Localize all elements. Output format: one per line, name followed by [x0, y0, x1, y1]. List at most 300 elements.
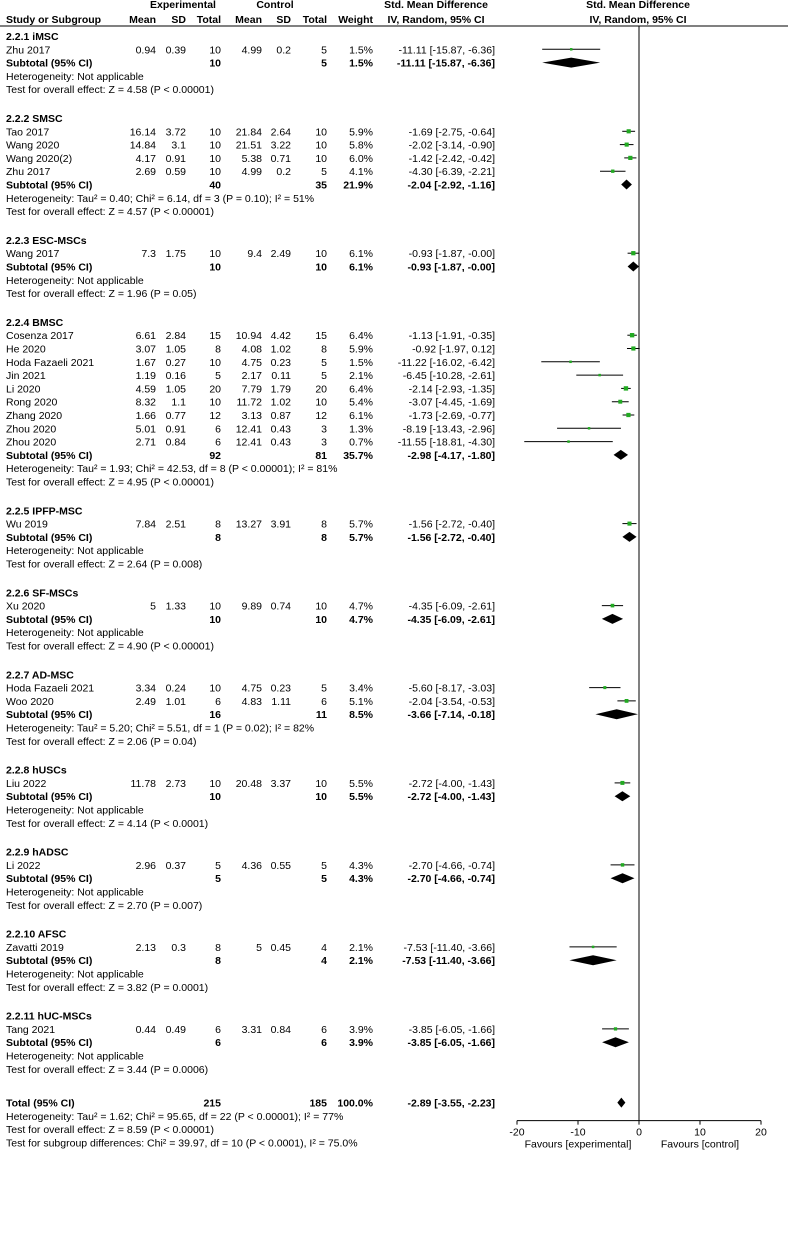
exp-mean: 8.32 [135, 396, 156, 409]
overall-effect-text: Test for overall effect: Z = 3.44 (P = 0.0006) [6, 1063, 209, 1076]
exp-sd: 0.84 [165, 436, 186, 449]
ctl-total: 20 [315, 383, 327, 396]
subtotal-ci: -2.70 [-4.66, -0.74] [407, 873, 495, 886]
exp-mean: 2.71 [135, 436, 156, 449]
exp-total: 12 [209, 410, 221, 422]
ctl-sd: 3.22 [270, 139, 291, 152]
subtotal-ctl-total: 10 [315, 261, 327, 274]
study-point [598, 374, 601, 377]
study-name: Li 2022 [6, 859, 41, 872]
forest-rows [6, 31, 640, 1150]
overall-effect-text: Test for overall effect: Z = 4.95 (P < 0.00001) [6, 476, 214, 489]
study-name: Hoda Fazaeli 2021 [6, 356, 95, 369]
overall-effect-text: Test for overall effect: Z = 4.90 (P < 0.00001) [6, 640, 214, 653]
subtotal-weight: 21.9% [343, 179, 373, 192]
ctl-total: 3 [321, 436, 327, 449]
subtotal-ci: -2.04 [-2.92, -1.16] [407, 179, 495, 192]
study-weight: 1.3% [349, 423, 373, 436]
subgroup-title: 2.2.8 hUSCs [6, 764, 67, 777]
study-weight: 5.9% [349, 126, 373, 139]
exp-sd: 2.73 [165, 777, 186, 790]
subgroup-title: 2.2.10 AFSC [6, 928, 67, 941]
ctl-total: 5 [321, 44, 327, 57]
study-name: He 2020 [6, 343, 46, 356]
ctl-mean: 9.4 [247, 248, 262, 261]
total-label: Total (95% CI) [6, 1097, 75, 1110]
ctl-mean: 9.89 [241, 600, 262, 613]
exp-sd: 3.1 [171, 139, 186, 152]
study-weight: 6.0% [349, 152, 373, 165]
subtotal-ci: -3.85 [-6.05, -1.66] [407, 1037, 495, 1050]
subtotal-label: Subtotal (95% CI) [6, 1037, 93, 1050]
study-ci: -5.60 [-8.17, -3.03] [408, 682, 495, 695]
exp-sd: 1.05 [165, 343, 186, 356]
ctl-sd: 1.11 [271, 695, 291, 708]
exp-sd: 0.24 [165, 682, 186, 695]
exp-total: 10 [209, 356, 221, 369]
study-name: Zavatti 2019 [6, 941, 64, 954]
heterogeneity-text: Heterogeneity: Not applicable [6, 274, 144, 287]
subtotal-diamond [602, 1037, 629, 1047]
subtotal-exp-total: 8 [215, 531, 221, 544]
ctl-total: 5 [321, 370, 327, 383]
study-point [621, 863, 624, 866]
study-ci: -11.11 [-15.87, -6.36] [398, 44, 495, 57]
subtotal-exp-total: 10 [209, 791, 221, 804]
ctl-sd: 0.45 [270, 941, 291, 954]
study-weight: 1.5% [349, 356, 373, 369]
study-ci: -1.73 [-2.69, -0.77] [408, 410, 495, 422]
subtotal-label: Subtotal (95% CI) [6, 709, 93, 722]
ctl-mean: 4.99 [241, 166, 262, 179]
subtotal-ci: -2.98 [-4.17, -1.80] [407, 449, 495, 462]
col-ctl-total: Total [302, 14, 327, 26]
study-ci: -11.55 [-18.81, -4.30] [397, 436, 495, 449]
study-ci: -0.93 [-1.87, -0.00] [408, 248, 495, 261]
total-weight: 100.0% [337, 1097, 373, 1110]
study-point [569, 361, 572, 364]
subgroup-title: 2.2.6 SF-MSCs [6, 587, 79, 600]
exp-total: 10 [209, 777, 221, 790]
exp-mean: 5 [150, 600, 156, 613]
ctl-sd: 0.74 [270, 600, 291, 613]
subgroup-title: 2.2.4 BMSC [6, 316, 64, 329]
ctl-total: 5 [321, 859, 327, 872]
subtotal-weight: 3.9% [349, 1037, 373, 1050]
x-tick-label: 10 [694, 1126, 706, 1139]
subtotal-ci: -3.66 [-7.14, -0.18] [407, 709, 495, 722]
subtotal-weight: 35.7% [343, 449, 373, 462]
study-name: Tang 2021 [6, 1023, 56, 1036]
subtotal-weight: 2.1% [349, 955, 373, 968]
ctl-sd: 0.23 [270, 356, 291, 369]
heterogeneity-text: Heterogeneity: Not applicable [6, 70, 144, 83]
total-diamond [617, 1098, 625, 1108]
subtotal-ctl-total: 5 [321, 57, 327, 70]
exp-mean: 1.66 [135, 410, 156, 422]
table-header [0, 0, 788, 26]
exp-total: 10 [209, 248, 221, 261]
subtotal-exp-total: 92 [209, 449, 221, 462]
exp-mean: 3.34 [135, 682, 156, 695]
study-ci: -1.42 [-2.42, -0.42] [408, 152, 495, 165]
study-name: Wang 2017 [6, 248, 60, 261]
study-weight: 2.1% [349, 370, 373, 383]
study-point [570, 48, 573, 51]
subtotal-ci: -1.56 [-2.72, -0.40] [407, 531, 495, 544]
study-name: Wang 2020 [6, 139, 60, 152]
ctl-total: 15 [315, 330, 327, 343]
subtotal-ctl-total: 81 [315, 449, 327, 462]
exp-sd: 0.77 [165, 410, 186, 422]
subtotal-exp-total: 5 [215, 873, 221, 886]
x-tick-label: 20 [755, 1126, 767, 1139]
ctl-mean: 5 [256, 941, 262, 954]
footer-text: Heterogeneity: Tau² = 1.62; Chi² = 95.65, df = 22 (P < 0.00001); I² = 77% [6, 1110, 344, 1123]
study-weight: 3.9% [349, 1023, 373, 1036]
subtotal-ci: -4.35 [-6.09, -2.61] [407, 613, 495, 626]
subtotal-weight: 5.5% [349, 791, 373, 804]
exp-mean: 0.94 [135, 44, 156, 57]
exp-sd: 0.16 [165, 370, 186, 383]
study-ci: -11.22 [-16.02, -6.42] [397, 356, 495, 369]
subgroup-title: 2.2.5 IPFP-MSC [6, 505, 83, 518]
study-ci: -2.02 [-3.14, -0.90] [408, 139, 495, 152]
ctl-sd: 2.49 [270, 248, 291, 261]
ctl-mean: 4.75 [241, 356, 262, 369]
subtotal-exp-total: 10 [209, 613, 221, 626]
study-ci: -2.04 [-3.54, -0.53] [408, 695, 495, 708]
x-tick-label: -20 [509, 1126, 525, 1139]
subgroup-title: 2.2.2 SMSC [6, 113, 63, 125]
subtotal-exp-total: 8 [215, 955, 221, 968]
x-tick-label: 0 [636, 1126, 642, 1139]
exp-mean: 16.14 [129, 126, 156, 139]
total-ctl-total: 185 [309, 1097, 327, 1110]
exp-sd: 2.51 [165, 518, 186, 531]
subtotal-diamond [622, 532, 636, 542]
study-weight: 6.4% [349, 330, 373, 343]
subgroup-title: 2.2.1 iMSC [6, 31, 59, 43]
exp-total: 5 [215, 859, 221, 872]
overall-effect-text: Test for overall effect: Z = 4.58 (P < 0.00001) [6, 84, 214, 97]
col-ci-text: IV, Random, 95% CI [387, 14, 485, 26]
ctl-mean: 4.36 [241, 859, 262, 872]
col-ctl-sd: SD [276, 14, 291, 26]
subtotal-weight: 4.7% [349, 613, 373, 626]
study-ci: -2.14 [-2.93, -1.35] [408, 383, 495, 396]
ctl-total: 12 [315, 410, 327, 422]
ctl-total: 5 [321, 356, 327, 369]
exp-total: 20 [209, 383, 221, 396]
ctl-mean: 20.48 [235, 777, 262, 790]
subtotal-weight: 6.1% [349, 261, 373, 274]
subtotal-ci: -2.72 [-4.00, -1.43] [407, 791, 495, 804]
exp-total: 10 [209, 152, 221, 165]
subtotal-exp-total: 10 [209, 57, 221, 70]
exp-sd: 1.1 [171, 396, 186, 409]
ctl-mean: 4.75 [241, 682, 262, 695]
exp-sd: 0.27 [165, 356, 186, 369]
exp-total: 10 [209, 166, 221, 179]
col-exp-sd: SD [171, 14, 186, 26]
exp-mean: 4.17 [135, 152, 156, 165]
study-name: Rong 2020 [6, 396, 58, 409]
study-name: Zhou 2020 [6, 436, 57, 449]
study-point [628, 156, 632, 160]
subtotal-label: Subtotal (95% CI) [6, 613, 93, 626]
ctl-sd: 0.71 [270, 152, 291, 165]
exp-mean: 11.78 [130, 777, 156, 790]
study-weight: 4.1% [349, 166, 373, 179]
ctl-sd: 0.11 [271, 370, 291, 383]
study-point [631, 251, 635, 255]
subtotal-label: Subtotal (95% CI) [6, 531, 93, 544]
favours-experimental-label: Favours [experimental] [524, 1138, 632, 1151]
col-exp-total: Total [196, 14, 221, 26]
exp-mean: 6.61 [135, 330, 156, 343]
x-tick-label: -10 [570, 1126, 586, 1139]
subtotal-exp-total: 16 [209, 709, 221, 722]
subtotal-ci: -11.11 [-15.87, -6.36] [396, 57, 495, 70]
ctl-mean: 10.94 [235, 330, 262, 343]
ctl-sd: 0.87 [270, 410, 291, 422]
ctl-total: 5 [321, 166, 327, 179]
exp-mean: 14.84 [129, 139, 156, 152]
study-point [618, 400, 622, 404]
exp-sd: 1.33 [165, 600, 186, 613]
ctl-mean: 4.99 [241, 44, 262, 57]
exp-total: 5 [215, 370, 221, 383]
exp-mean: 1.19 [135, 370, 156, 383]
study-point [614, 1027, 617, 1030]
subtotal-ctl-total: 8 [321, 531, 327, 544]
ctl-total: 10 [315, 248, 327, 261]
exp-mean: 7.84 [135, 518, 156, 531]
subtotal-weight: 8.5% [349, 709, 373, 722]
study-weight: 6.1% [349, 248, 373, 261]
ctl-total: 10 [315, 126, 327, 139]
exp-sd: 0.49 [165, 1023, 186, 1036]
ctl-total: 3 [321, 423, 327, 436]
ctl-sd: 0.43 [270, 423, 291, 436]
subtotal-diamond [614, 450, 628, 460]
study-ci: -3.85 [-6.05, -1.66] [408, 1023, 495, 1036]
subtotal-exp-total: 40 [209, 179, 221, 192]
exp-sd: 1.05 [165, 383, 186, 396]
subtotal-ctl-total: 10 [315, 613, 327, 626]
study-ci: -7.53 [-11.40, -3.66] [403, 941, 495, 954]
heterogeneity-text: Heterogeneity: Not applicable [6, 627, 144, 640]
ctl-mean: 3.13 [241, 410, 262, 422]
ctl-sd: 1.02 [270, 396, 291, 409]
study-weight: 5.9% [349, 343, 373, 356]
col-study: Study or Subgroup [6, 14, 102, 26]
overall-effect-text: Test for overall effect: Z = 2.70 (P = 0.007) [6, 899, 203, 912]
exp-total: 8 [215, 941, 221, 954]
exp-mean: 2.96 [135, 859, 156, 872]
study-ci: -3.07 [-4.45, -1.69] [408, 396, 495, 409]
study-point [611, 604, 615, 608]
subtotal-diamond [595, 709, 637, 719]
study-ci: -6.45 [-10.28, -2.61] [402, 370, 495, 383]
exp-total: 15 [209, 330, 221, 343]
study-point [611, 170, 614, 173]
heterogeneity-text: Heterogeneity: Tau² = 1.93; Chi² = 42.53, df = 8 (P < 0.00001); I² = 81% [6, 463, 338, 476]
heterogeneity-text: Heterogeneity: Tau² = 0.40; Chi² = 6.14, df = 3 (P = 0.10); I² = 51% [6, 192, 315, 205]
study-ci: -8.19 [-13.43, -2.96] [402, 423, 495, 436]
study-point [627, 129, 631, 133]
ctl-total: 10 [315, 777, 327, 790]
study-ci: -1.56 [-2.72, -0.40] [408, 518, 495, 531]
subgroup-title: 2.2.3 ESC-MSCs [6, 234, 87, 247]
ctl-sd: 2.64 [270, 126, 291, 139]
ctl-sd: 0.84 [270, 1023, 291, 1036]
ctl-mean: 3.31 [241, 1023, 262, 1036]
exp-sd: 1.01 [165, 695, 186, 708]
study-name: Cosenza 2017 [6, 330, 74, 343]
ctl-mean: 21.84 [235, 126, 262, 139]
subtotal-label: Subtotal (95% CI) [6, 449, 93, 462]
ctl-sd: 0.2 [276, 44, 291, 57]
study-point [603, 686, 606, 689]
study-point [631, 346, 635, 350]
exp-mean: 1.67 [135, 356, 156, 369]
overall-effect-text: Test for overall effect: Z = 2.64 (P = 0.008) [6, 558, 203, 571]
subtotal-weight: 1.5% [349, 57, 373, 70]
subtotal-weight: 5.7% [349, 531, 373, 544]
favours-control-label: Favours [control] [660, 1138, 740, 1151]
subtotal-diamond [615, 791, 631, 801]
study-ci: -2.72 [-4.00, -1.43] [408, 777, 495, 790]
ctl-mean: 11.72 [236, 396, 262, 409]
study-name: Liu 2022 [6, 777, 47, 790]
exp-total: 6 [215, 436, 221, 449]
exp-mean: 5.01 [135, 423, 156, 436]
subtotal-label: Subtotal (95% CI) [6, 57, 93, 70]
overall-effect-text: Test for overall effect: Z = 1.96 (P = 0.05) [6, 288, 197, 301]
subtotal-ctl-total: 35 [315, 179, 327, 192]
study-ci: -4.35 [-6.09, -2.61] [408, 600, 495, 613]
ctl-sd: 0.55 [270, 859, 291, 872]
study-name: Jin 2021 [6, 370, 46, 383]
exp-sd: 0.91 [165, 152, 186, 165]
subgroup-title: 2.2.11 hUC-MSCs [6, 1010, 92, 1023]
subtotal-label: Subtotal (95% CI) [6, 791, 93, 804]
study-ci: -0.92 [-1.97, 0.12] [412, 343, 495, 356]
exp-mean: 0.44 [135, 1023, 156, 1036]
ctl-mean: 21.51 [235, 139, 262, 152]
study-weight: 1.5% [349, 44, 373, 57]
ctl-mean: 12.41 [235, 423, 262, 436]
subgroup-title: 2.2.9 hADSC [6, 846, 69, 859]
study-weight: 3.4% [349, 682, 373, 695]
subtotal-ctl-total: 5 [321, 873, 327, 886]
study-ci: -1.13 [-1.91, -0.35] [408, 330, 495, 343]
study-weight: 2.1% [349, 941, 373, 954]
header-std-mean-diff-text: Std. Mean Difference [384, 0, 488, 11]
study-point [625, 143, 629, 147]
col-exp-mean: Mean [129, 14, 156, 26]
col-ci-plot: IV, Random, 95% CI [589, 14, 687, 26]
overall-effect-text: Test for overall effect: Z = 3.82 (P = 0.0001) [6, 981, 209, 994]
study-name: Xu 2020 [6, 600, 46, 613]
exp-sd: 2.84 [165, 330, 186, 343]
exp-sd: 0.59 [165, 166, 186, 179]
ctl-sd: 1.02 [270, 343, 291, 356]
study-point [567, 440, 570, 443]
study-ci: -4.30 [-6.39, -2.21] [408, 166, 495, 179]
exp-total: 6 [215, 695, 221, 708]
footer-text: Test for subgroup differences: Chi² = 39.97, df = 10 (P < 0.0001), I² = 75.0% [6, 1137, 358, 1150]
ctl-total: 10 [315, 152, 327, 165]
exp-mean: 2.69 [135, 166, 156, 179]
ctl-mean: 4.83 [241, 695, 262, 708]
study-point [592, 946, 595, 949]
exp-total: 10 [209, 139, 221, 152]
ctl-total: 8 [321, 343, 327, 356]
subtotal-ci: -7.53 [-11.40, -3.66] [402, 955, 495, 968]
overall-effect-text: Test for overall effect: Z = 4.57 (P < 0.00001) [6, 206, 214, 219]
study-name: Wang 2020(2) [6, 152, 73, 165]
header-control: Control [256, 0, 294, 11]
ctl-sd: 0.2 [276, 166, 291, 179]
exp-total: 10 [209, 44, 221, 57]
exp-total: 8 [215, 518, 221, 531]
heterogeneity-text: Heterogeneity: Tau² = 5.20; Chi² = 5.51, df = 1 (P = 0.02); I² = 82% [6, 722, 315, 735]
study-weight: 5.8% [349, 139, 373, 152]
study-name: Li 2020 [6, 383, 41, 396]
exp-total: 6 [215, 423, 221, 436]
exp-total: 10 [209, 600, 221, 613]
header-std-mean-diff-plot: Std. Mean Difference [586, 0, 690, 11]
subtotal-label: Subtotal (95% CI) [6, 179, 93, 192]
ctl-mean: 13.27 [235, 518, 262, 531]
study-point [626, 413, 630, 417]
ctl-sd: 0.43 [270, 436, 291, 449]
ctl-total: 10 [315, 396, 327, 409]
study-ci: -1.69 [-2.75, -0.64] [408, 126, 495, 139]
heterogeneity-text: Heterogeneity: Not applicable [6, 1050, 144, 1063]
col-weight: Weight [338, 14, 373, 26]
subtotal-ci: -0.93 [-1.87, -0.00] [407, 261, 495, 274]
exp-mean: 4.59 [135, 383, 156, 396]
study-name: Zhu 2017 [6, 44, 51, 57]
ctl-mean: 5.38 [241, 152, 262, 165]
subtotal-diamond [628, 262, 639, 272]
study-name: Hoda Fazaeli 2021 [6, 682, 95, 695]
study-point [588, 427, 591, 430]
exp-total: 6 [215, 1023, 221, 1036]
exp-sd: 3.72 [165, 126, 186, 139]
exp-sd: 1.75 [165, 248, 186, 261]
subtotal-exp-total: 10 [209, 261, 221, 274]
ctl-total: 8 [321, 518, 327, 531]
subtotal-weight: 4.3% [349, 873, 373, 886]
ctl-sd: 4.42 [270, 330, 291, 343]
study-weight: 4.7% [349, 600, 373, 613]
footer-text: Test for overall effect: Z = 8.59 (P < 0.00001) [6, 1124, 214, 1137]
total-exp-total: 215 [203, 1097, 221, 1110]
heterogeneity-text: Heterogeneity: Not applicable [6, 804, 144, 817]
study-point [627, 522, 631, 526]
subtotal-diamond [602, 614, 623, 624]
exp-mean: 2.49 [135, 695, 156, 708]
ctl-sd: 3.37 [270, 777, 291, 790]
exp-mean: 2.13 [135, 941, 156, 954]
ctl-sd: 1.79 [270, 383, 291, 396]
subgroup-title: 2.2.7 AD-MSC [6, 669, 74, 682]
